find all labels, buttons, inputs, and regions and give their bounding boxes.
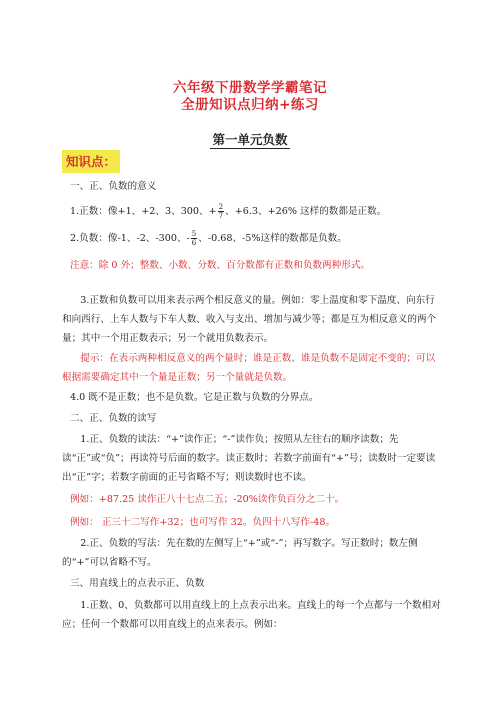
note-zero: 注意：除 0 外；整数、小数、分数、百分数都有正数和负数两种形式。 — [70, 260, 371, 271]
negative-number-definition — [70, 229, 442, 248]
example-writing: 例如： 正三十二写作+32；也可写作 32。负四十八写作-48。 — [70, 517, 336, 528]
section-heading-number-line: 三、用直线上的点表示正、负数 — [70, 578, 205, 589]
paragraph-opposite-quantities: 3.正数和负数可以用来表示两个相反意义的量。例如：零上温度和零下温度、向东行和向西行、上车人数与下车人数、收入与支出、增加与减少等；都是互为相反意义的两个量；其中一个用正数表示；另一个就用负数表示。 — [62, 295, 437, 344]
fraction-denominator: 7 — [218, 212, 224, 220]
knowledge-points-label: 知识点： — [62, 150, 120, 173]
hint-paragraph: 提示：在表示两种相反意义的两个量时；谁是正数、谁是负数不是固定不变的；可以根据需要确定其中一个量是正数；另一个量就是负数。 — [62, 353, 436, 383]
fraction-numerator: 2 — [218, 203, 224, 211]
positive-number-definition — [70, 202, 442, 221]
unit-heading — [0, 130, 500, 148]
document-subtitle: 全册知识点归纳+练习 — [181, 97, 319, 113]
fraction-numerator: 5 — [191, 230, 197, 238]
paragraph-zero: 4.0 既不是正数；也不是负数。它是正数与负数的分界点。 — [70, 392, 319, 403]
section-heading-read-write: 二、正、负数的读写 — [70, 413, 157, 424]
number-line-paragraph: 1.正数、0、负数都可以用直线上的上点表示出来。直线上的每一个点都与一个数相对应；任何一个数都可以用直线上的点来表示。例如： — [62, 600, 441, 630]
positive-fraction — [218, 203, 224, 220]
unit-title: 第一单元负数 — [212, 132, 288, 147]
negative-text-post: 、-0.68、-5%这样的数都是负数。 — [198, 233, 347, 244]
writing-rule-paragraph: 2.正、负数的写法：先在数的左侧写上“+”或“-”；再写数字。写正数时；数左侧的“+”可以省略不写。 — [62, 538, 418, 568]
example-reading: 例如：+87.25 读作正八十七点二五；-20%读作负百分之二十。 — [70, 494, 345, 505]
fraction-denominator: 6 — [191, 239, 197, 247]
section-heading-meaning: 一、正、负数的意义 — [70, 181, 157, 192]
reading-rule-paragraph: 1.正、负数的读法：“+”读作正；“-”读作负；按照从左往右的顺序读数；先读“正”或“负”；再读符号后面的数字。读正数时；若数字前面有“+”号；读数时一定要读出“正”字；若数字前面的正号省略不写；则读数时也不读。 — [62, 434, 436, 483]
positive-text-post: 、+6.3、+26% 这样的数都是正数。 — [225, 206, 387, 217]
negative-fraction — [191, 230, 197, 247]
positive-text-pre: 1.正数：像+1、+2、3、300、+ — [70, 206, 217, 217]
negative-text-pre: 2.负数：像-1、-2、-300、- — [70, 233, 190, 244]
document-title: 六年级下册数学学霸笔记 — [173, 80, 327, 96]
